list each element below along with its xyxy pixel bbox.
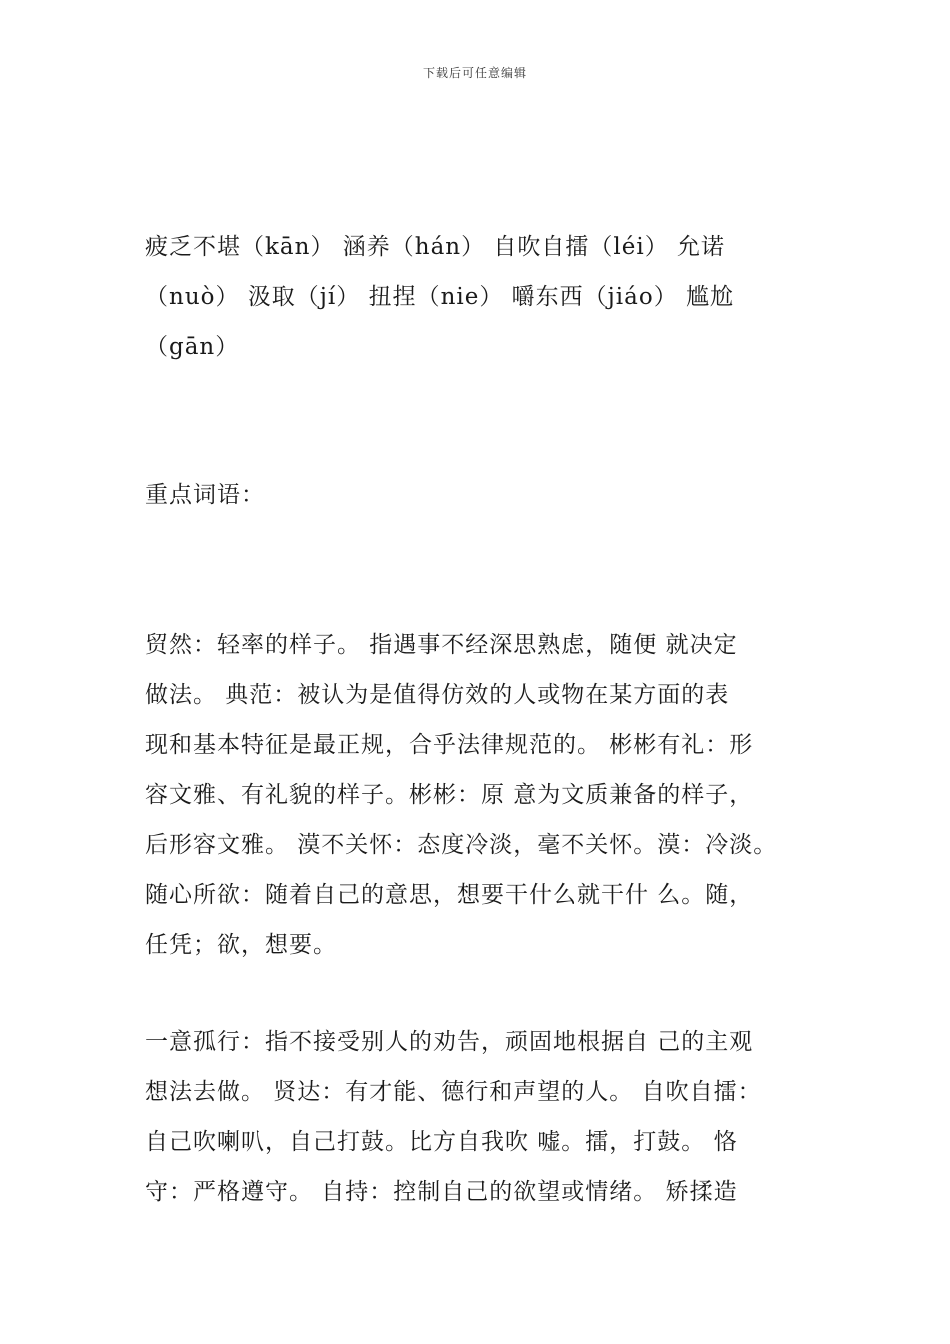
text-line: （gān） (145, 334, 240, 360)
vocabulary-paragraph-1 (145, 620, 817, 970)
key-words-heading (145, 470, 817, 520)
text-line: 任凭；欲，想要。 (145, 932, 337, 958)
text-line: 随心所欲：随着自己的意思，想要干什么就干什 么。随， (145, 882, 754, 908)
text-line: 容文雅、有礼貌的样子。彬彬：原 意为文质兼备的样子， (145, 782, 754, 808)
text-line: 做法。 典范：被认为是值得仿效的人或物在某方面的表 (145, 682, 730, 708)
vocabulary-paragraph-2 (145, 1017, 817, 1217)
text-line: 自己吹喇叭，自己打鼓。比方自我吹 嘘。擂，打鼓。 恪 (145, 1129, 738, 1155)
section-heading: 重点词语： (145, 482, 265, 508)
text-line: 后形容文雅。 漠不关怀：态度冷淡，毫不关怀。漠：冷淡。 (145, 832, 778, 858)
text-line: 守：严格遵守。 自持：控制自己的欲望或情绪。 矫揉造 (145, 1179, 738, 1205)
text-line: 一意孤行：指不接受别人的劝告，顽固地根据自 己的主观 (145, 1029, 754, 1055)
text-line: 疲乏不堪（kān） 涵养（hán） 自吹自擂（léi） 允诺 (145, 234, 726, 260)
pinyin-paragraph (145, 222, 817, 372)
page-header: 下载后可任意编辑 (422, 66, 527, 80)
text-line: 想法去做。 贤达：有才能、德行和声望的人。 自吹自擂： (145, 1079, 762, 1105)
text-line: 现和基本特征是最正规，合乎法律规范的。 彬彬有礼：形 (145, 732, 754, 758)
text-line: 贸然：轻率的样子。 指遇事不经深思熟虑，随便 就决定 (145, 632, 738, 658)
text-line: （nuò） 汲取（jí） 扭捏（nie） 嚼东西（jiáo） 尴尬 (145, 284, 735, 310)
